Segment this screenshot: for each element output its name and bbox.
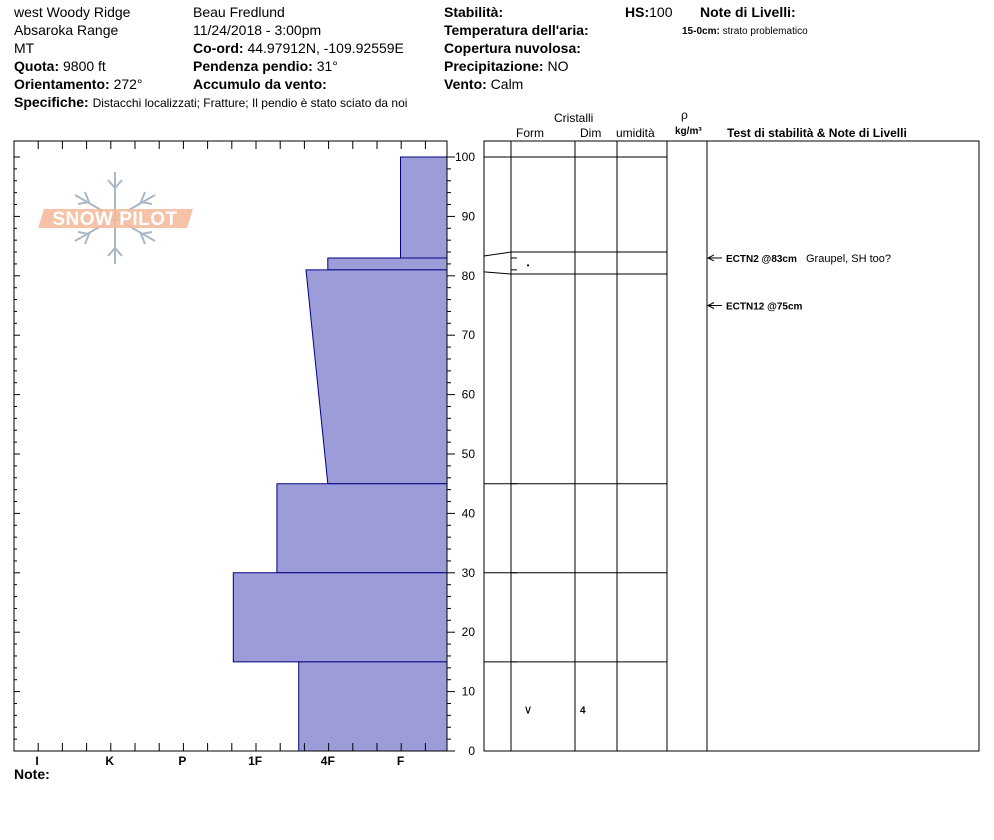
location-name: west Woody Ridge [14, 4, 131, 20]
height-tick-label: 90 [461, 209, 475, 224]
cloud-cover-label: Copertura nuvolosa: [444, 40, 581, 56]
logo-text: SNOW PILOT [52, 209, 178, 230]
hardness-tick-label: 4F [320, 754, 335, 768]
hardness-tick-label: F [396, 754, 405, 768]
form-header: Form [516, 126, 544, 140]
height-tick-label: 20 [461, 625, 475, 640]
wind-loading-label: Accumulo da vento: [193, 76, 327, 92]
height-tick-label: 10 [461, 684, 475, 699]
tests-frame [707, 141, 979, 751]
hs-value: 100 [649, 4, 673, 20]
tests-header: Test di stabilità & Note di Livelli [727, 126, 907, 140]
slope-label: Pendenza pendio: [193, 58, 313, 74]
aspect-value: 272° [113, 76, 143, 92]
hardness-layer-5 [299, 662, 447, 751]
range-name: Absaroka Range [14, 22, 119, 38]
hardness-layer-4 [233, 573, 447, 662]
hardness-layer-0 [401, 157, 448, 258]
layer-note-depth: 15-0cm: [682, 26, 720, 37]
air-temp-label: Temperatura dell'aria: [444, 22, 589, 38]
footer-note-label: Note: [14, 766, 50, 782]
crystal-size-label: 4 [580, 705, 586, 717]
specifics-value: Distacchi localizzati; Fratture; Il pendio è stato sciato da noi [92, 96, 408, 110]
wind-value: Calm [490, 76, 524, 92]
layer-note-text: strato problematico [722, 26, 808, 37]
density-unit-header: kg/m³ [675, 126, 702, 137]
height-tick-label: 80 [461, 268, 475, 283]
elevation-value: 9800 ft [63, 58, 106, 74]
hardness-tick-label: K [105, 754, 115, 768]
hardness-layer-1 [328, 258, 447, 270]
height-tick-label: 40 [461, 506, 475, 521]
hardness-tick-label: I [35, 754, 39, 768]
precip-value: NO [547, 58, 569, 74]
test-code-label: ECTN12 @75cm [726, 301, 803, 313]
hardness-tick-label: 1F [248, 754, 263, 768]
observer-name: Beau Fredlund [193, 4, 285, 20]
test-code-label: ECTN2 @83cm [726, 253, 797, 265]
height-tick-label: 60 [461, 387, 475, 402]
wind-label: Vento: [444, 76, 487, 92]
size-header: Dim [580, 126, 602, 140]
aspect-label: Orientamento: [14, 76, 110, 92]
date-time: 11/24/2018 - 3:00pm [193, 22, 322, 38]
stability-label: Stabilità: [444, 4, 504, 20]
height-tick-label: 50 [461, 447, 475, 461]
hardness-layer-2 [306, 270, 447, 484]
hardness-layer-3 [277, 484, 447, 573]
density-frame [667, 141, 707, 751]
rho-header: ρ [681, 108, 688, 122]
state-name: MT [14, 40, 35, 56]
coord-label: Co-ord: [193, 40, 244, 56]
elevation-label: Quota: [14, 58, 60, 74]
layer-notes-label: Note di Livelli: [700, 4, 796, 20]
crystals-header: Cristalli [554, 111, 594, 125]
height-tick-label: 30 [461, 565, 475, 580]
test-note-label: Graupel, SH too? [806, 252, 891, 265]
height-tick-label: 100 [454, 150, 475, 164]
hs-label: HS: [625, 4, 650, 20]
precip-label: Precipitazione: [444, 58, 544, 74]
coord-value: 44.97912N, -109.92559E [247, 40, 404, 56]
specifics-label: Specifiche: [14, 94, 89, 110]
snowpilot-logo [38, 172, 193, 264]
hardness-tick-label: P [178, 754, 187, 768]
height-tick-label: 0 [468, 744, 475, 758]
crystal-form-symbol: • [526, 260, 530, 270]
moisture-header: umidità [616, 126, 655, 140]
slope-value: 31° [316, 58, 338, 74]
height-tick-label: 70 [461, 328, 475, 343]
crystal-form-symbol: ∨ [523, 702, 533, 717]
